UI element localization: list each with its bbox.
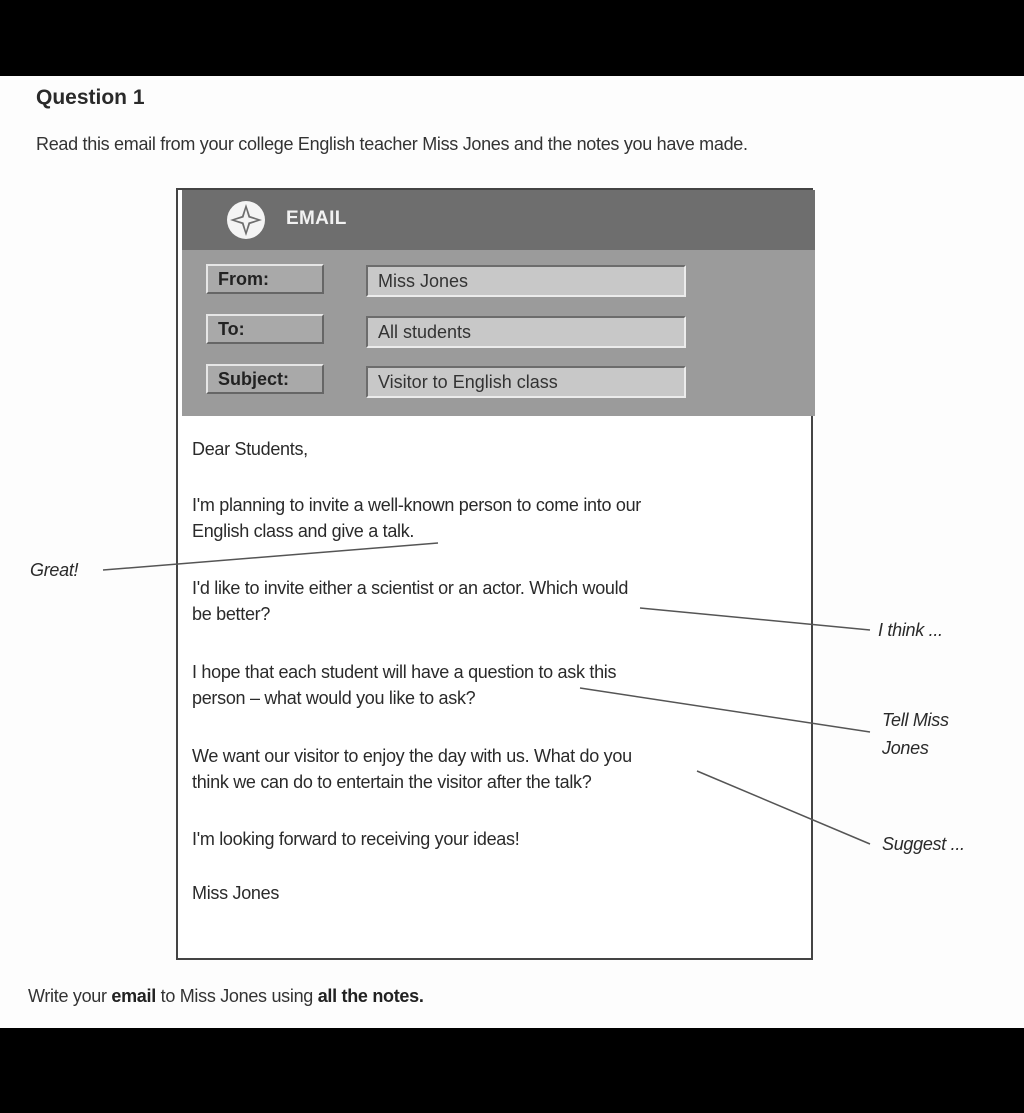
to-field[interactable]: All students <box>366 316 686 348</box>
note-line-tell <box>580 688 870 732</box>
paragraph-line: think we can do to entertain the visitor after the talk? <box>192 772 592 792</box>
question-title: Question 1 <box>36 86 145 109</box>
paragraph-line: English class and give a talk. <box>192 521 415 541</box>
note-line: Jones <box>882 738 929 758</box>
footer-bold-email: email <box>111 986 156 1006</box>
note-great: Great! <box>30 560 79 580</box>
to-label: To: <box>206 314 324 344</box>
footer-text: to Miss Jones using <box>155 986 318 1006</box>
email-paragraph-5: I'm looking forward to receiving your ideas! <box>192 829 520 849</box>
note-suggest: Suggest ... <box>882 834 965 854</box>
paragraph-line: I'd like to invite either a scientist or an actor. Which would <box>192 578 629 598</box>
paragraph-line: person – what would you like to ask? <box>192 688 476 708</box>
from-field[interactable]: Miss Jones <box>366 265 686 297</box>
instruction-footer <box>28 986 424 1007</box>
paragraph-line: be better? <box>192 604 271 624</box>
email-greeting: Dear Students, <box>192 439 308 459</box>
note-i-think: I think ... <box>878 620 943 640</box>
question-intro: Read this email from your college English teacher Miss Jones and the notes you have made. <box>36 134 748 154</box>
paragraph-line: I hope that each student will have a question to ask this <box>192 662 617 682</box>
from-label: From: <box>206 264 324 294</box>
subject-label: Subject: <box>206 364 324 394</box>
note-line: Tell Miss <box>882 710 949 730</box>
email-header-label: EMAIL <box>286 208 347 229</box>
email-signature: Miss Jones <box>192 883 280 903</box>
note-line-suggest <box>697 771 870 844</box>
exam-page <box>0 76 1024 1028</box>
footer-bold-notes: all the notes. <box>317 986 424 1006</box>
note-tell-miss-jones <box>882 706 949 762</box>
paragraph-line: I'm planning to invite a well-known person to come into our <box>192 495 641 515</box>
note-connector-lines <box>0 76 1024 1028</box>
note-line-i-think <box>640 608 870 630</box>
subject-field[interactable]: Visitor to English class <box>366 366 686 398</box>
footer-text: Write your <box>28 986 112 1006</box>
note-line-great <box>103 543 438 570</box>
paragraph-line: We want our visitor to enjoy the day with us. What do you <box>192 746 632 766</box>
